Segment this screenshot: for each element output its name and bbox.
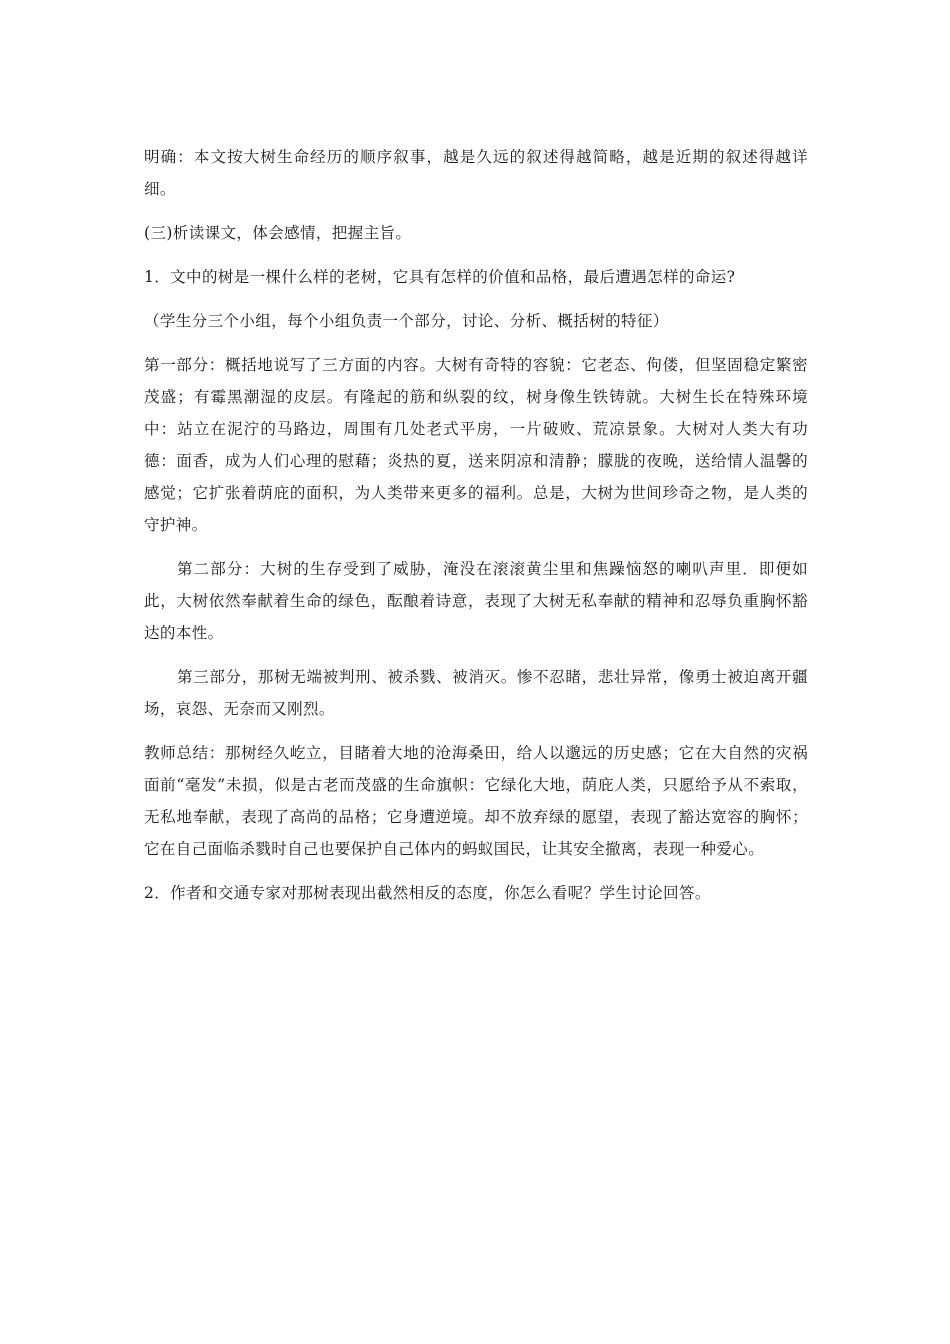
question-one: 1．文中的树是一棵什么样的老树，它具有怎样的价值和品格，最后遭遇怎样的命运?: [144, 268, 736, 286]
question-two: 2．作者和交通专家对那树表现出截然相反的态度，你怎么看呢？学生讨论回答。: [144, 884, 711, 902]
group-instruction: （学生分三个小组，每个小组负责一个部分，讨论、分析、概括树的特征）: [144, 312, 669, 330]
paragraph-part-three: 第三部分，那树无端被判刑、被杀戮、被消灭。惨不忍睹，悲壮异常，像勇士被迫离开疆场，哀怨、无奈而又刚烈。: [144, 668, 808, 718]
paragraph-clarification: 明确：本文按大树生命经历的顺序叙事，越是久远的叙述得越简略，越是近期的叙述得越详细。: [144, 148, 808, 198]
document-body: [144, 141, 808, 909]
teacher-summary: 教师总结：那树经久屹立，目睹着大地的沧海桑田，给人以邈远的历史感；它在大自然的灾祸面前“毫发”未损，似是古老而茂盛的生命旗帜：它绿化大地，荫庇人类，只愿给予从不索取，无私地奉献，表现了高尚的品格；它身遭逆境。却不放弃绿的愿望，表现了豁达宽容的胸怀；它在自己面临杀戮时自己也要保护自己体内的蚂蚁国民，让其安全撤离，表现一种爱心。: [144, 744, 808, 858]
paragraph-part-two: 第二部分：大树的生存受到了威胁，淹没在滚滚黄尘里和焦躁恼怒的喇叭声里．即便如此，大树依然奉献着生命的绿色，酝酿着诗意，表现了大树无私奉献的精神和忍辱负重胸怀豁达的本性。: [144, 560, 808, 642]
paragraph-part-one: 第一部分：概括地说写了三方面的内容。大树有奇特的容貌：它老态、佝偻，但坚固稳定繁密茂盛；有霉黑潮湿的皮层。有隆起的筋和纵裂的纹，树身像生铁铸就。大树生长在特殊环境中：站立在泥泞的马路边，周围有几处老式平房，一片破败、荒凉景象。大树对人类大有功德：面香，成为人们心理的慰藉；炎热的夏，送来阴凉和清静；朦胧的夜晚，送给情人温馨的感觉；它扩张着荫庇的面积，为人类带来更多的福利。总是，大树为世间珍奇之物，是人类的守护神。: [144, 356, 808, 534]
section-heading-three: (三)析读课文，体会感情，把握主旨。: [144, 224, 412, 242]
